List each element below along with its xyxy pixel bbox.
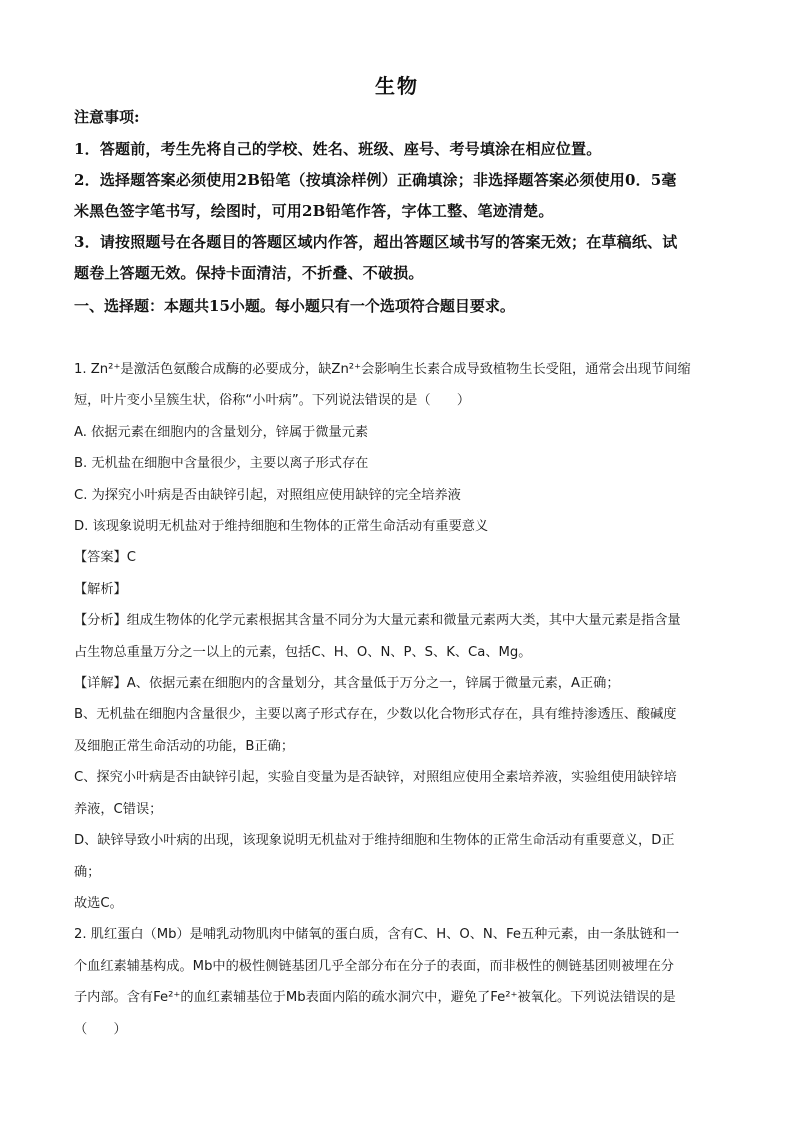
q1-analysis-line-2: 占生物总重量万分之一以上的元素，包括C、H、O、N、P、S、K、Ca、Mg。 [74, 644, 532, 660]
q1-answer: 【答案】C [74, 550, 136, 566]
question-body [74, 354, 722, 1045]
notice-item-2-cont: 米黑色签字笔书写，绘图时，可用2B铅笔作答，字体工整、笔迹清楚。 [74, 202, 554, 220]
q1-analysis-line-5: 及细胞正常生命活动的功能，B正确； [74, 738, 295, 754]
q2-stem-line-3: 子内部。含有Fe²⁺的血红素辅基位于Mb表面内陷的疏水洞穴中，避免了Fe²⁺被氧化。下列说法错误的是 [74, 990, 676, 1006]
page-title: 生物 [375, 74, 419, 98]
q1-analysis-tag: 【解析】 [74, 581, 127, 597]
q1-option-b: B. 无机盐在细胞中含量很少，主要以离子形式存在 [74, 456, 369, 472]
notice-item-3: 3．请按照题号在各题目的答题区域内作答，超出答题区域书写的答案无效；在草稿纸、试 [74, 233, 678, 251]
exam-notice [74, 104, 730, 322]
q1-stem-line-1: 1. Zn²⁺是激活色氨酸合成酶的必要成分，缺Zn²⁺会影响生长素合成导致植物生长受阻，通常会出现节间缩 [74, 362, 691, 377]
notice-heading: 注意事项: [74, 108, 140, 126]
q1-option-a: A. 依据元素在细胞内的含量划分，锌属于微量元素 [74, 424, 369, 440]
notice-item-3-cont: 题卷上答题无效。保持卡面清洁，不折叠、不破损。 [74, 264, 424, 282]
q1-analysis-line-8: D、缺锌导致小叶病的出现，该现象说明无机盐对于维持细胞和生物体的正常生命活动有重要意义，D正 [74, 833, 675, 849]
q1-analysis-line-10: 故选C。 [74, 895, 123, 911]
q1-analysis-line-9: 确； [74, 864, 101, 880]
q1-analysis-line-4: B、无机盐在细胞内含量很少，主要以离子形式存在，少数以化合物形式存在，具有维持渗透压、酸碱度 [74, 707, 677, 723]
q1-stem-line-2: 短，叶片变小呈簇生状，俗称“小叶病”。下列说法错误的是（ ） [74, 393, 471, 409]
q1-option-d: D. 该现象说明无机盐对于维持细胞和生物体的正常生命活动有重要意义 [74, 519, 489, 535]
q1-option-c: C. 为探究小叶病是否由缺锌引起，对照组应使用缺锌的完全培养液 [74, 487, 461, 503]
q1-analysis-line-6: C、探究小叶病是否由缺锌引起，实验自变量为是否缺锌，对照组应使用全素培养液，实验组使用缺锌培 [74, 770, 677, 786]
q2-stem-line-2: 个血红素辅基构成。Mb中的极性侧链基团几乎全部分布在分子的表面，而非极性的侧链基团则被埋在分 [74, 958, 674, 974]
q2-stem-line-1: 2. 肌红蛋白（Mb）是哺乳动物肌肉中储氧的蛋白质，含有C、H、O、N、Fe五种元素，由一条肽链和一 [74, 927, 680, 943]
q1-analysis-line-7: 养液，C错误； [74, 801, 163, 817]
section-title: 一、选择题：本题共15小题。每小题只有一个选项符合题目要求。 [74, 297, 515, 315]
notice-item-2: 2．选择题答案必须使用2B铅笔（按填涂样例）正确填涂；非选择题答案必须使用0．5毫 [74, 171, 677, 189]
q2-stem-line-4: （ ） [74, 1021, 127, 1037]
notice-item-1: 1．答题前，考生先将自己的学校、姓名、班级、座号、考号填涂在相应位置。 [74, 140, 602, 158]
q1-analysis-line-1: 【分析】组成生物体的化学元素根据其含量不同分为大量元素和微量元素两大类，其中大量元素是指含量 [74, 613, 681, 629]
q1-analysis-line-3: 【详解】A、依据元素在细胞内的含量划分，其含量低于万分之一，锌属于微量元素，A正确； [74, 676, 620, 692]
